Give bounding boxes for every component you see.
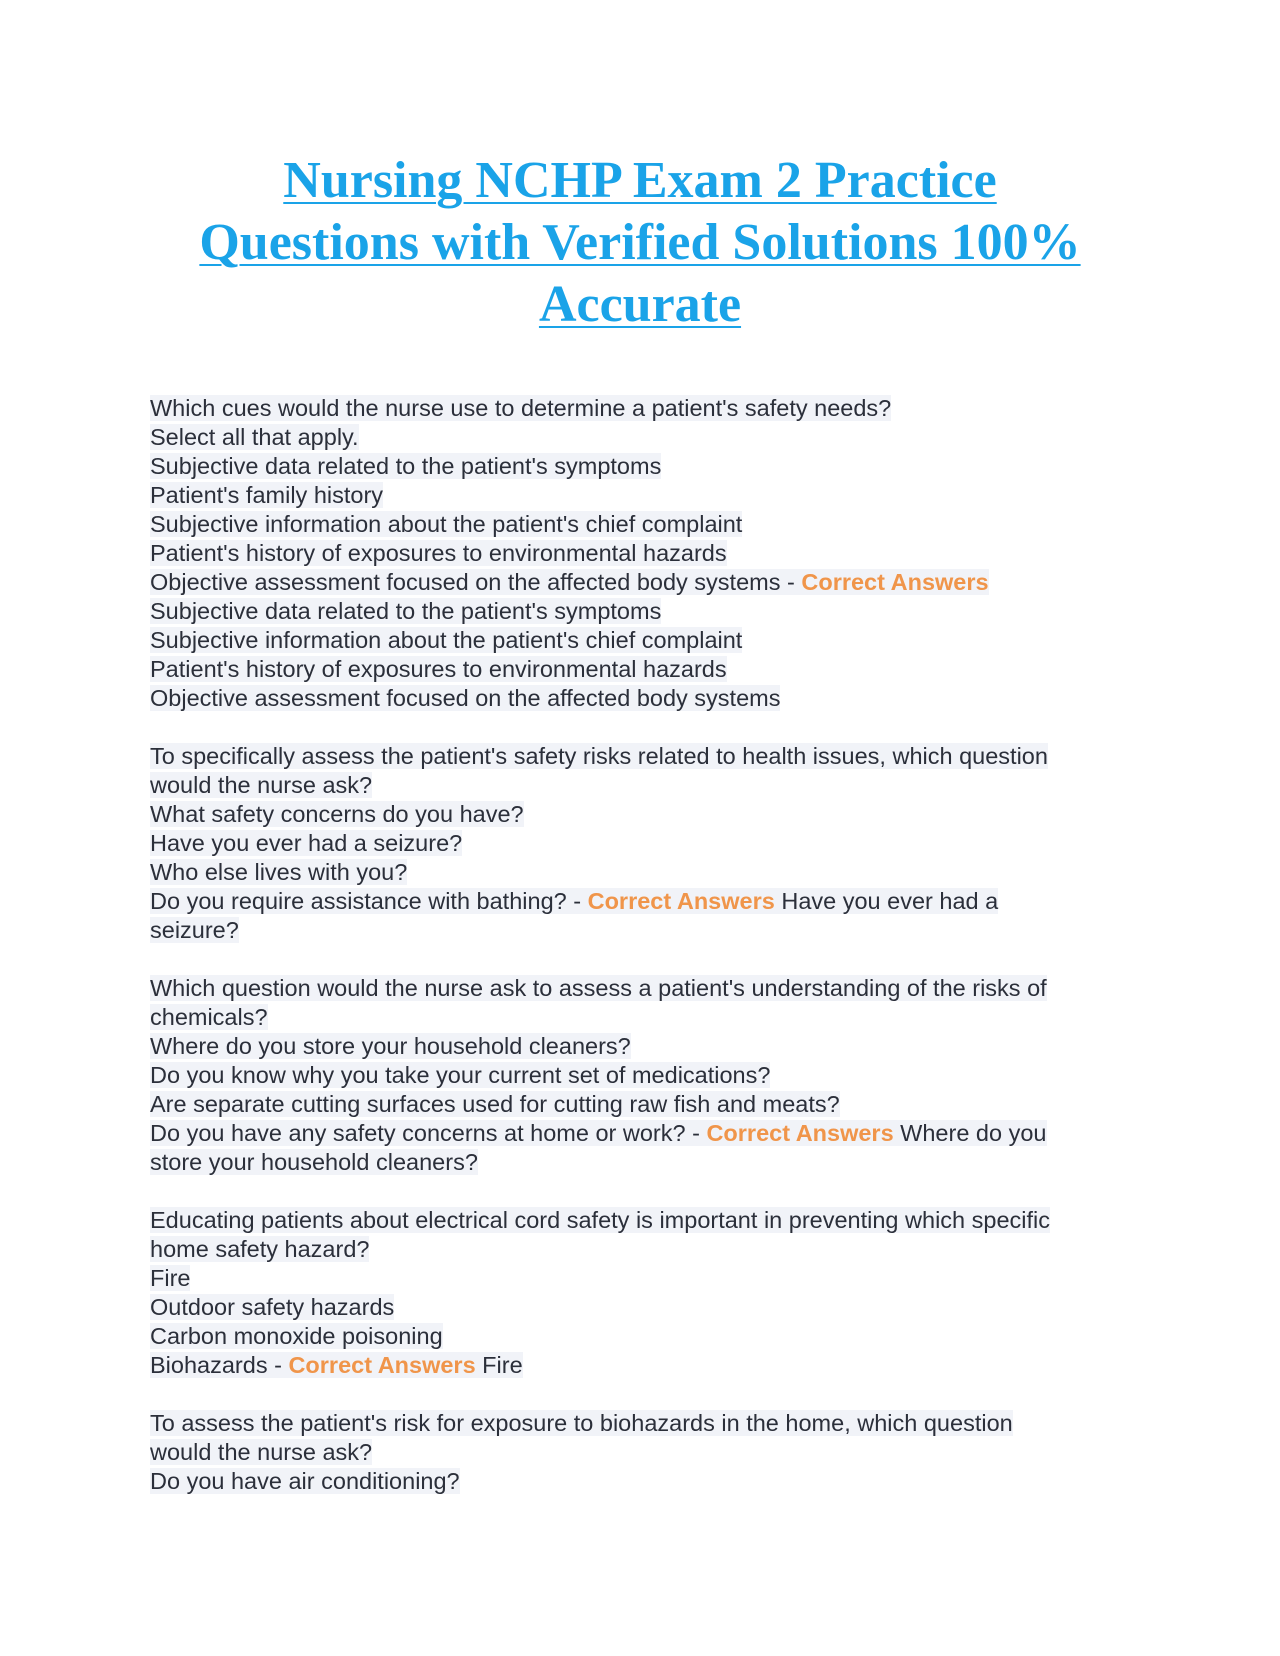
answer-option: Do you have air conditioning? [150, 1468, 460, 1494]
answer-option: Fire [150, 1265, 191, 1291]
question-text: Which cues would the nurse use to determine a patient's safety needs? [150, 395, 892, 421]
answer-option: What safety concerns do you have? [150, 801, 524, 827]
question-block-4 [150, 1206, 1130, 1380]
document-title [150, 150, 1130, 336]
answer-option: Carbon monoxide poisoning [150, 1323, 443, 1349]
question-block-3 [150, 974, 1130, 1177]
question-text: home safety hazard? [150, 1236, 370, 1262]
question-text: would the nurse ask? [150, 1439, 373, 1465]
question-block-2 [150, 742, 1130, 945]
answer-option: Are separate cutting surfaces used for cutting raw fish and meats? [150, 1091, 840, 1117]
answer-option-with-correct-label: Objective assessment focused on the affected body systems - Correct Answers [150, 569, 989, 595]
question-block-1 [150, 394, 1130, 713]
answer-option: Outdoor safety hazards [150, 1294, 395, 1320]
title-line-2: Questions with Verified Solutions 100% [199, 214, 1081, 271]
correct-answer: Have you ever had a [774, 888, 999, 914]
answer-option-with-correct-label: Do you have any safety concerns at home or work? - Correct Answers Where do you [150, 1120, 1047, 1146]
answer-option: Have you ever had a seizure? [150, 830, 463, 856]
correct-answers-label: Correct Answers [587, 888, 775, 914]
correct-answer: Subjective data related to the patient's symptoms [150, 598, 662, 624]
answer-option: Patient's history of exposures to environmental hazards [150, 540, 727, 566]
question-text: Educating patients about electrical cord safety is important in preventing which specific [150, 1207, 1050, 1233]
correct-answers-label: Correct Answers [801, 569, 989, 595]
correct-answer: Where do you [893, 1120, 1047, 1146]
correct-answers-label: Correct Answers [288, 1352, 476, 1378]
answer-option-with-correct-label: Biohazards - Correct Answers Fire [150, 1352, 523, 1378]
answer-option: Where do you store your household cleaners? [150, 1033, 631, 1059]
correct-answer: Objective assessment focused on the affected body systems [150, 685, 781, 711]
question-text: To specifically assess the patient's safety risks related to health issues, which question [150, 743, 1048, 769]
title-line-1: Nursing NCHP Exam 2 Practice [283, 152, 997, 209]
correct-answer: Patient's history of exposures to environmental hazards [150, 656, 727, 682]
question-text: would the nurse ask? [150, 772, 373, 798]
answer-option-with-correct-label: Do you require assistance with bathing? - Correct Answers Have you ever had a [150, 888, 999, 914]
question-text: chemicals? [150, 1004, 268, 1030]
answer-option: Who else lives with you? [150, 859, 408, 885]
correct-answer: Fire [475, 1352, 523, 1378]
correct-answer: Subjective information about the patient's chief complaint [150, 627, 743, 653]
question-text: Which question would the nurse ask to assess a patient's understanding of the risks of [150, 975, 1047, 1001]
question-instruction: Select all that apply. [150, 424, 359, 450]
question-block-5 [150, 1409, 1130, 1496]
answer-option: Patient's family history [150, 482, 384, 508]
answer-option: Do you know why you take your current set of medications? [150, 1062, 771, 1088]
question-text: To assess the patient's risk for exposure to biohazards in the home, which question [150, 1410, 1013, 1436]
correct-answer: store your household cleaners? [150, 1149, 478, 1175]
answer-option: Subjective information about the patient's chief complaint [150, 511, 743, 537]
questions-container [150, 394, 1130, 1525]
correct-answer: seizure? [150, 917, 239, 943]
title-line-3: Accurate [538, 276, 742, 333]
correct-answers-label: Correct Answers [706, 1120, 894, 1146]
answer-option: Subjective data related to the patient's symptoms [150, 453, 662, 479]
